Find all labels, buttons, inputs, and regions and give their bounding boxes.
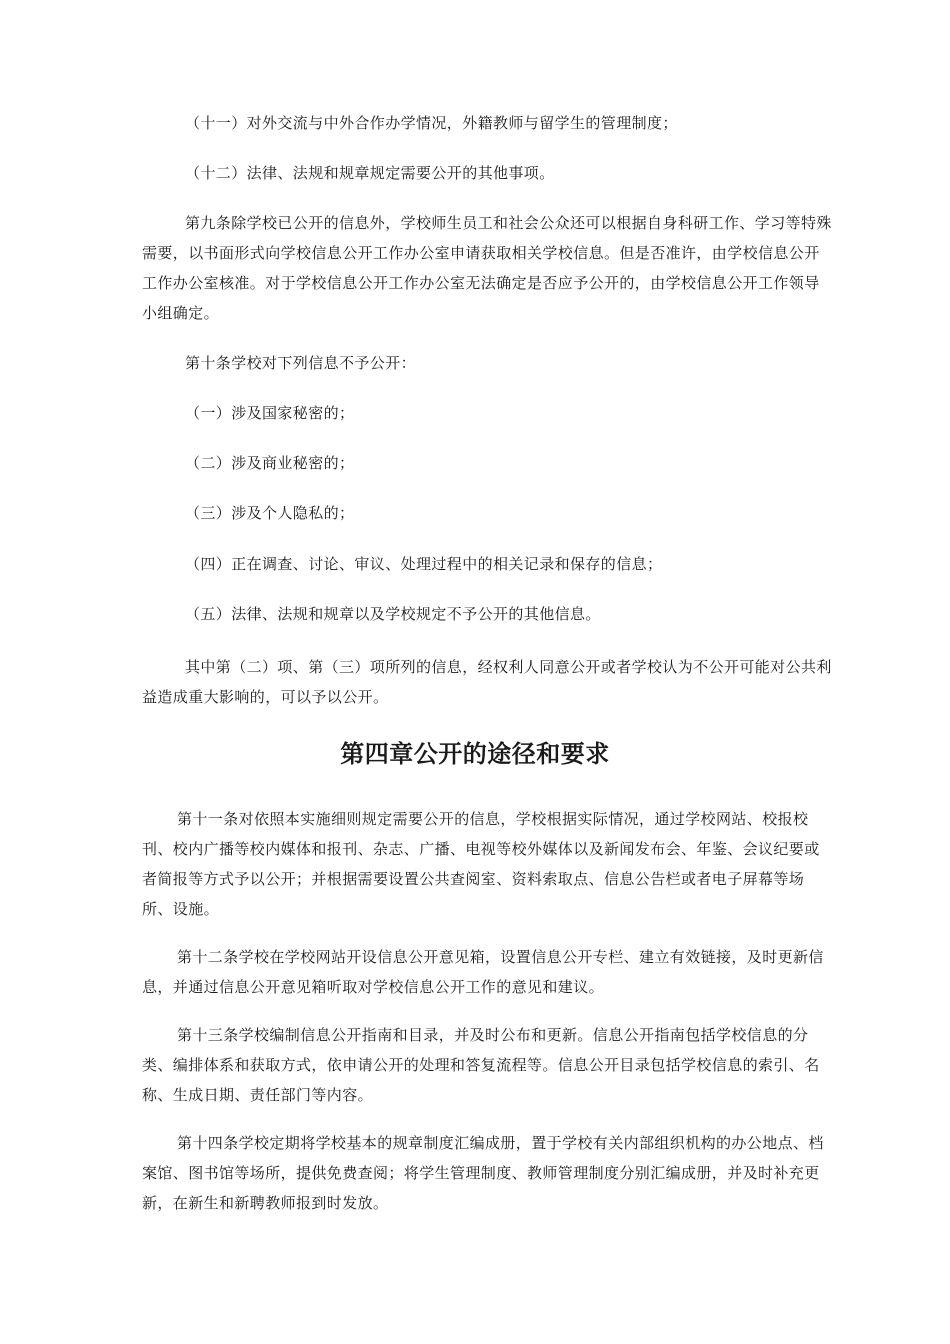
article-11-paragraph: 第十一条对依照本实施细则规定需要公开的信息，学校根据实际情况，通过学校网站、校报校刊、校内广播等校内媒体和报刊、杂志、广播、电视等校外媒体以及新闻发布会、年鉴、会议纪要或者简报等方式予以公开；并根据需要设置公共查阅室、资料索取点、信息公告栏或者电子屏幕等场所、设施。 bbox=[142, 810, 820, 918]
chapter-heading: 第四章公开的途径和要求 bbox=[340, 739, 610, 768]
article-10-paragraph: 第十条学校对下列信息不予公开： bbox=[185, 354, 417, 372]
article-12-paragraph: 第十二条学校在学校网站开设信息公开意见箱，设置信息公开专栏、建立有效链接，及时更新信息，并通过信息公开意见箱听取对学校信息公开工作的意见和建议。 bbox=[142, 948, 824, 996]
list-item-11: （十一）对外交流与中外合作办学情况，外籍教师与留学生的管理制度； bbox=[185, 114, 678, 132]
exception-paragraph: 其中第（二）项、第（三）项所列的信息，经权利人同意公开或者学校认为不公开可能对公共利益造成重大影响的，可以予以公开。 bbox=[142, 658, 832, 706]
article-13-paragraph: 第十三条学校编制信息公开指南和目录，并及时公布和更新。信息公开指南包括学校信息的分类、编排体系和获取方式，依申请公开的处理和答复流程等。信息公开目录包括学校信息的索引、名称、生成日期、责任部门等内容。 bbox=[142, 1026, 820, 1104]
list-item-12: （十二）法律、法规和规章规定需要公开的其他事项。 bbox=[185, 164, 555, 182]
list-item-2: （二）涉及商业秘密的； bbox=[185, 454, 355, 472]
article-9-paragraph: 第九条除学校已公开的信息外，学校师生员工和社会公众还可以根据自身科研工作、学习等特殊需要，以书面形式向学校信息公开工作办公室申请获取相关学校信息。但是否准许，由学校信息公开工作办公室核准。对于学校信息公开工作办公室无法确定是否应予公开的，由学校信息公开工作领导小组确定。 bbox=[142, 214, 832, 322]
list-item-1: （一）涉及国家秘密的； bbox=[185, 404, 355, 422]
list-item-3: （三）涉及个人隐私的； bbox=[185, 504, 355, 522]
list-item-5: （五）法律、法规和规章以及学校规定不予公开的其他信息。 bbox=[185, 605, 601, 623]
list-item-4: （四）正在调查、讨论、审议、处理过程中的相关记录和保存的信息； bbox=[185, 555, 663, 573]
article-14-paragraph: 第十四条学校定期将学校基本的规章制度汇编成册，置于学校有关内部组织机构的办公地点、档案馆、图书馆等场所，提供免费查阅；将学生管理制度、教师管理制度分别汇编成册，并及时补充更新，在新生和新聘教师报到时发放。 bbox=[142, 1134, 824, 1212]
